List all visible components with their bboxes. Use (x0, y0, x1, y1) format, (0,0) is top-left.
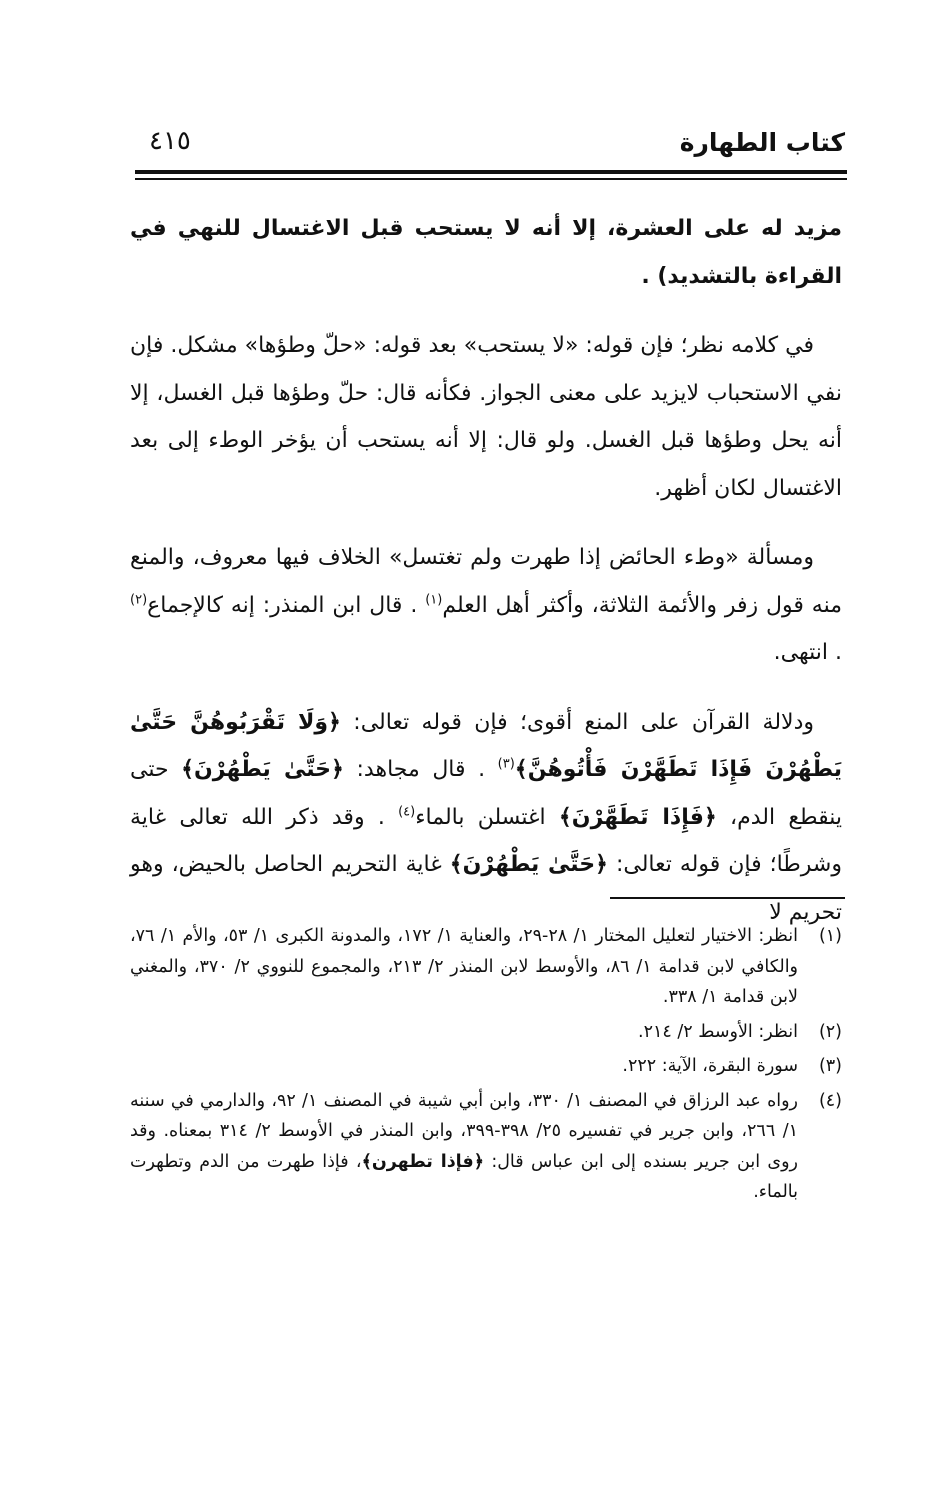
text-span: غاية التحريم الحاصل بالحيض، وهو تحريم لا (130, 852, 842, 925)
quoted-paragraph: مزيد له على العشرة، إلا أنه لا يستحب قبل الاغتسال للنهي في القراءة بالتشديد) . (130, 216, 842, 289)
footnote-text: انظر: الاختيار لتعليل المختار ١/ ٢٨-٢٩، والعناية ١/ ١٧٢، والمدونة الكبرى ١/ ٥٣، والأم ١/ ٧٦، والكافي لابن قدامة ١/ ٨٦، والأوسط لابن المنذر ٢/ ٢١٣، والمجموع للنووي ٢/ ٣٧٠، والمغني لابن قدامة ١/ ٣٣٨. (130, 926, 799, 1007)
quran-verse: ﴿حَتَّىٰ يَطْهُرْنَ﴾ (449, 852, 608, 877)
text-span: اغتسلن بالماء (415, 804, 559, 830)
quran-verse: ﴿حَتَّىٰ يَطْهُرْنَ﴾ (181, 757, 344, 782)
footnote-marker-4: (٤) (398, 804, 416, 820)
quran-verse: ﴿فَإِذَا تَطَهَّرْنَ﴾ (558, 804, 717, 830)
footnote-number: (١) (818, 926, 842, 946)
footnote-text: انظر: الأوسط ٢/ ٢١٤. (638, 1021, 798, 1042)
footnote-item (130, 921, 842, 1013)
evidence-paragraph (130, 699, 842, 937)
footnote-number: (٣) (818, 1056, 842, 1076)
footnote-marker-3: (٣) (497, 756, 515, 772)
running-header (135, 120, 845, 164)
text-span: . وقد ذكر الله تعالى غاية وشرطًا؛ فإن قوله تعالى: (130, 804, 842, 877)
footnote-marker-1: (١) (425, 592, 443, 608)
book-title: كتاب الطهارة (679, 128, 845, 157)
footnote-text: رواه عبد الرزاق في المصنف ١/ ٣٣٠، وابن أبي شيبة في المصنف ١/ ٩٢، والدارمي في سننه ١/ ٢٦٦، وابن جرير في تفسيره ٢٥/ ٣٩٨-٣٩٩، وابن المنذر في الأوسط ٢/ ٣١٤ بمعناه. وقد روى ابن جرير بسنده إلى ابن عباس قال: (130, 1090, 799, 1172)
footnote-item (130, 1017, 842, 1048)
main-text (130, 205, 842, 958)
footnote-text: سورة البقرة، الآية: ٢٢٢. (622, 1056, 798, 1076)
text-span: ومسألة «وطء الحائض إذا طهرت ولم تغتسل» الخلاف فيها معروف، والمنع منه قول زفر والأئمة الثلاثة، وأكثر أهل العلم (130, 545, 842, 618)
footnote-text: ، فإذا طهرت من الدم وتطهرت بالماء. (130, 1151, 798, 1202)
quran-verse: ﴿فإذا تطهرن﴾ (361, 1151, 484, 1172)
issue-paragraph (130, 534, 842, 677)
footnote-separator (610, 897, 845, 899)
footnote-item (130, 1086, 842, 1208)
commentary-paragraph: في كلامه نظر؛ فإن قوله: «لا يستحب» بعد قوله: «حلّ وطؤها» مشكل. فإن نفي الاستحباب لايزيد على معنى الجواز. فكأنه قال: حلّ وطؤها قبل الغسل، إلا أنه يحل وطؤها قبل الغسل. ولو قال: إلا أنه يستحب أن يؤخر الوطء إلى بعد الاغتسال لكان أظهر. (130, 333, 842, 501)
footnotes (130, 921, 842, 1212)
text-span: . قال ابن المنذر: إنه كالإجماع (147, 592, 426, 618)
footnote-number: (٤) (818, 1090, 842, 1111)
text-span: . قال مجاهد: (343, 757, 498, 782)
quran-verse: ﴿وَلَا تَقْرَبُوهُنَّ حَتَّىٰ يَطْهُرْنَ فَإِذَا تَطَهَّرْنَ فَأْتُوهُنَّ﴾ (130, 709, 843, 782)
text-span: ودلالة القرآن على المنع أقوى؛ فإن قوله تعالى: (340, 709, 814, 735)
footnote-marker-2: (٢) (130, 592, 148, 608)
footnote-number: (٢) (818, 1021, 842, 1042)
header-rule-thin (135, 178, 847, 180)
text-span: حتى ينقطع الدم، (130, 757, 842, 830)
text-span: . انتهى. (773, 640, 842, 665)
header-rule-thick (135, 170, 847, 174)
page-number: ٤١٥ (149, 126, 191, 156)
footnote-item (130, 1051, 842, 1082)
